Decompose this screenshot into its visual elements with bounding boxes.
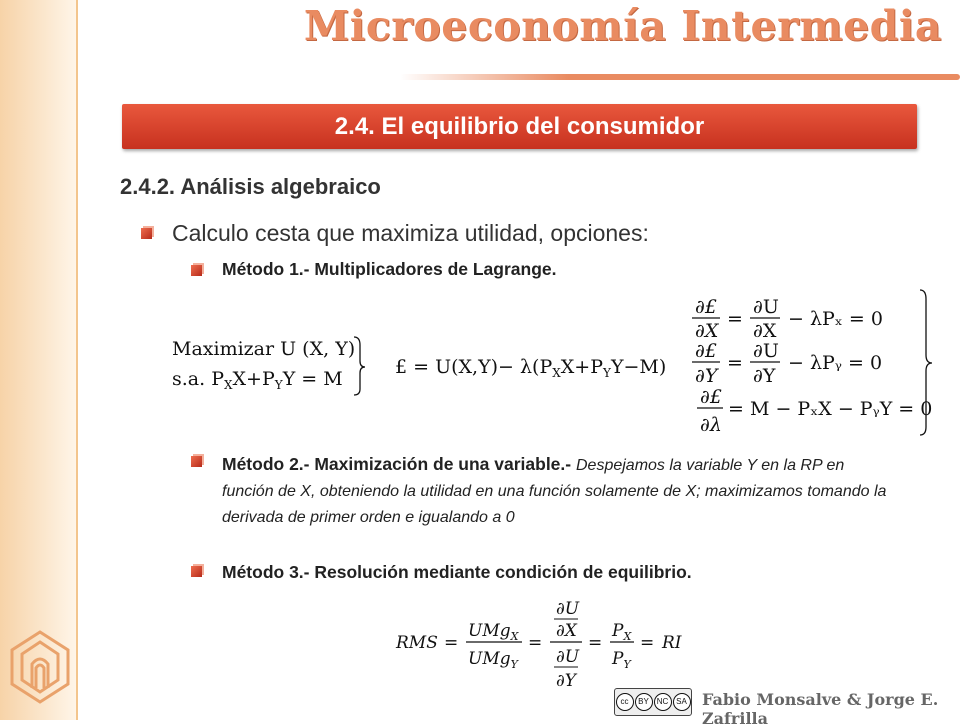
svg-text:∂Y: ∂Y	[556, 671, 577, 691]
svg-text:∂λ: ∂λ	[700, 414, 722, 436]
method2-paragraph	[222, 452, 892, 530]
slide-title-banner: 2.4. El equilibrio del consumidor	[122, 104, 917, 149]
svg-text:=: =	[528, 633, 543, 653]
svg-text:PY: $P_Y$	[612, 649, 631, 671]
creative-commons-badge	[614, 688, 692, 716]
lagrange-formulas	[160, 285, 940, 440]
svg-text:= M − PₓX − PᵧY = 0: = M − PₓX − PᵧY = 0	[728, 398, 933, 420]
svg-text:− λPᵧ = 0: − λPᵧ = 0	[788, 352, 883, 374]
bullet-icon	[141, 228, 152, 239]
svg-text:∂X: ∂X	[695, 320, 719, 342]
method2-title: Método 2.- Maximización de una variable.-	[222, 454, 572, 474]
section-heading: 2.4.2. Análisis algebraico	[120, 174, 381, 199]
svg-text:∂£: ∂£	[695, 340, 717, 362]
method1-text: Método 1.- Multiplicadores de Lagrange.	[222, 259, 557, 279]
course-title: Microeconomía Intermedia	[303, 2, 942, 50]
left-decorative-band	[0, 0, 78, 720]
svg-text:£ = U(X,Y)− λ(PXX+PYY−M): £ = $U(X,Y)- \lambda(P_XX+P_YY-M)$	[395, 356, 667, 380]
bullet-icon	[191, 456, 202, 467]
sa-icon: SA	[673, 693, 691, 711]
svg-text:∂£: ∂£	[695, 296, 717, 318]
rms-equation	[390, 596, 700, 692]
svg-text:UMgX: UMg$_X$	[468, 621, 519, 643]
svg-text:UMgY: UMg$_Y$	[468, 649, 518, 671]
svg-text:=: =	[588, 633, 603, 653]
svg-text:=: =	[444, 633, 459, 653]
svg-text:=: =	[640, 633, 655, 653]
cc-icon: cc	[616, 693, 634, 711]
authors-credit: Fabio Monsalve & Jorge E. Zafrilla	[702, 690, 939, 728]
intro-text: Calculo cesta que maximiza utilidad, opciones:	[172, 220, 649, 246]
svg-text:∂£: ∂£	[700, 386, 722, 408]
svg-text:RMS: RMS	[396, 633, 438, 653]
svg-text:∂X: ∂X	[556, 621, 577, 641]
title-underline	[400, 74, 960, 80]
bullet-icon	[191, 566, 202, 577]
method3-text: Método 3.- Resolución mediante condición de equilibrio.	[222, 562, 692, 582]
svg-text:∂X: ∂X	[753, 320, 777, 342]
svg-text:=: =	[727, 308, 743, 330]
by-icon: BY	[635, 693, 653, 711]
svg-text:∂Y: ∂Y	[753, 365, 776, 387]
svg-text:∂U: ∂U	[556, 647, 580, 667]
svg-text:∂U: ∂U	[753, 296, 779, 318]
svg-text:PX: $P_X$	[612, 621, 632, 643]
svg-text:∂Y: ∂Y	[695, 365, 718, 387]
svg-text:=: =	[727, 352, 743, 374]
university-logo-icon	[6, 628, 74, 706]
method2-description: Despejamos la variable Y en la RP en función de X, obteniendo la utilidad en una función solamente de X; maximizamos tomando la derivada de primer orden e igualando a 0	[222, 457, 887, 526]
svg-text:∂U: ∂U	[753, 340, 779, 362]
bullet-icon	[191, 265, 202, 276]
svg-text:RI: RI	[662, 633, 682, 653]
svg-text:− λPₓ = 0: − λPₓ = 0	[788, 308, 883, 330]
svg-text:∂U: ∂U	[556, 599, 580, 619]
nc-icon: NC	[654, 693, 672, 711]
svg-text:s.a. PXX+PYY = M: s.a. $P_XX+P_YY = M$	[172, 368, 343, 392]
svg-text:Maximizar U (X, Y): Maximizar U (X, Y)	[172, 338, 356, 360]
